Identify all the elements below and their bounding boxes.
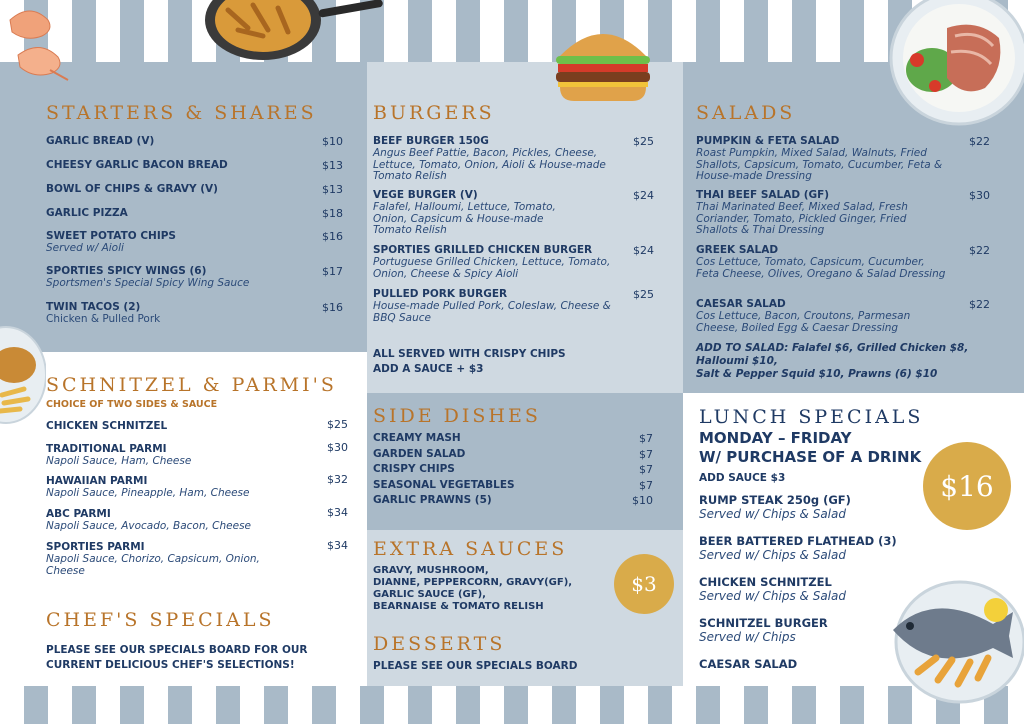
item-price: $34	[327, 539, 348, 552]
chefs-specials-text-2: CURRENT DELICIOUS CHEF'S SELECTIONS!	[46, 659, 295, 671]
lunch-item: SCHNITZEL BURGER Served w/ Chips	[699, 616, 828, 644]
item-price: $18	[322, 207, 343, 220]
item-price: $25	[633, 288, 654, 301]
desserts-text: PLEASE SEE OUR SPECIALS BOARD	[373, 660, 578, 672]
item-price: $17	[322, 265, 343, 278]
menu-item: SWEET POTATO CHIPS Served w/ Aioli	[46, 230, 176, 254]
menu-item: CHEESY GARLIC BACON BREAD	[46, 159, 228, 171]
lunch-add-sauce: ADD SAUCE $3	[699, 472, 786, 484]
desserts-title: DESSERTS	[373, 633, 506, 655]
menu-item: SPORTIES SPICY WINGS (6) Sportsmen's Special Spicy Wing Sauce	[46, 265, 250, 289]
side-price: $7	[639, 432, 653, 445]
lunch-item: CAESAR SALAD	[699, 657, 798, 671]
side-price: $7	[639, 448, 653, 461]
schnitzel-panel	[0, 352, 367, 686]
sauce-list: GRAVY, MUSHROOM, DIANNE, PEPPERCORN, GRAVY(GF), GARLIC SAUCE (GF), BEARNAISE & TOMATO RELISH	[373, 565, 573, 612]
item-price: $32	[327, 473, 348, 486]
salads-title: SALADS	[696, 102, 796, 124]
item-price: $34	[327, 506, 348, 519]
menu-item: THAI BEEF SALAD (GF) Thai Marinated Beef, Mixed Salad, Fresh Coriander, Tomato, Pickled Ginger, Fried Shallots & Thai Dressing	[696, 189, 908, 236]
top-stripe-border	[0, 0, 1024, 62]
menu-item: GREEK SALAD Cos Lettuce, Tomato, Capsicum, Cucumber, Feta Cheese, Olives, Oregano & Salad Dressing	[696, 244, 946, 280]
item-price: $30	[327, 441, 348, 454]
side-item: CREAMY MASH	[373, 432, 461, 444]
side-dishes-panel	[367, 393, 683, 530]
item-price: $22	[969, 135, 990, 148]
menu-item: CHICKEN SCHNITZEL	[46, 420, 168, 432]
prawns-illustration	[0, 0, 80, 90]
lunch-item: BEER BATTERED FLATHEAD (3) Served w/ Chips & Salad	[699, 534, 897, 562]
burgers-title: BURGERS	[373, 102, 495, 124]
menu-item: GARLIC PIZZA	[46, 207, 128, 219]
lunch-price-badge: $16	[923, 442, 1011, 530]
schnitzel-title: SCHNITZEL & PARMI'S	[46, 374, 337, 396]
side-price: $10	[632, 494, 653, 507]
menu-item: PUMPKIN & FETA SALAD Roast Pumpkin, Mixed Salad, Walnuts, Fried Shallots, Capsicum, Tomato, Cucumber, Feta & House-made Dressing	[696, 135, 943, 182]
burgers-note-sauce: ADD A SAUCE + $3	[373, 363, 484, 375]
extra-sauces-panel	[367, 530, 683, 686]
sauce-price-badge: $3	[614, 554, 674, 614]
menu-item: CAESAR SALAD Cos Lettuce, Bacon, Croutons, Parmesan Cheese, Boiled Egg & Caesar Dressing	[696, 298, 911, 334]
add-to-salad-note: ADD TO SALAD: Falafel $6, Grilled Chicken $8, Halloumi $10, Salt & Pepper Squid $10, Prawns (6) $10	[696, 342, 969, 380]
item-price: $25	[327, 418, 348, 431]
item-price: $13	[322, 159, 343, 172]
bottom-stripe-border	[0, 686, 1024, 724]
item-price: $16	[322, 230, 343, 243]
item-price: $13	[322, 183, 343, 196]
menu-item: TRADITIONAL PARMI Napoli Sauce, Ham, Cheese	[46, 443, 192, 467]
menu-item: TWIN TACOS (2) Chicken & Pulled Pork	[46, 301, 161, 325]
menu-item: BOWL OF CHIPS & GRAVY (V)	[46, 183, 218, 195]
lunch-specials-title: LUNCH SPECIALS	[699, 406, 924, 428]
side-item: SEASONAL VEGETABLES	[373, 479, 515, 491]
extra-sauces-title: EXTRA SAUCES	[373, 538, 568, 560]
menu-item: SPORTIES PARMI Napoli Sauce, Chorizo, Capsicum, Onion, Cheese	[46, 541, 260, 577]
chefs-specials-title: CHEF'S SPECIALS	[46, 609, 275, 631]
lunch-item: RUMP STEAK 250g (GF) Served w/ Chips & Salad	[699, 493, 851, 521]
item-price: $22	[969, 298, 990, 311]
item-price: $30	[969, 189, 990, 202]
side-item: GARLIC PRAWNS (5)	[373, 494, 492, 506]
item-price: $16	[322, 301, 343, 314]
item-price: $24	[633, 244, 654, 257]
starters-title: STARTERS & SHARES	[46, 102, 317, 124]
menu-item: ABC PARMI Napoli Sauce, Avocado, Bacon, Cheese	[46, 508, 252, 532]
steak-salad-illustration	[887, 0, 1024, 128]
burger-illustration	[548, 20, 658, 106]
lunch-condition: W/ PURCHASE OF A DRINK	[699, 448, 922, 466]
menu-item: HAWAIIAN PARMI Napoli Sauce, Pineapple, Ham, Cheese	[46, 475, 250, 499]
menu-item: BEEF BURGER 150G Angus Beef Pattie, Bacon, Pickles, Cheese, Lettuce, Tomato, Onion, Aioli & House-made Tomato Relish	[373, 135, 606, 182]
burgers-note-chips: ALL SERVED WITH CRISPY CHIPS	[373, 348, 566, 360]
menu-item: PULLED PORK BURGER House-made Pulled Pork, Coleslaw, Cheese & BBQ Sauce	[373, 288, 611, 324]
side-item: CRISPY CHIPS	[373, 463, 455, 475]
burgers-panel	[367, 62, 683, 393]
item-price: $24	[633, 189, 654, 202]
item-price: $25	[633, 135, 654, 148]
menu-item: SPORTIES GRILLED CHICKEN BURGER Portuguese Grilled Chicken, Lettuce, Tomato, Onion, Cheese & Spicy Aioli	[373, 244, 611, 280]
item-price: $22	[969, 244, 990, 257]
schnitzel-subtitle: CHOICE OF TWO SIDES & SAUCE	[46, 399, 218, 410]
side-item: GARDEN SALAD	[373, 448, 466, 460]
fish-chips-illustration	[888, 580, 1024, 706]
chefs-specials-text-1: PLEASE SEE OUR SPECIALS BOARD FOR OUR	[46, 644, 308, 656]
side-price: $7	[639, 479, 653, 492]
menu-item: VEGE BURGER (V) Falafel, Halloumi, Lettuce, Tomato, Onion, Capsicum & House-made Tomato Relish	[373, 189, 556, 236]
item-price: $10	[322, 135, 343, 148]
menu-item: GARLIC BREAD (V)	[46, 135, 155, 147]
side-dishes-title: SIDE DISHES	[373, 405, 541, 427]
side-price: $7	[639, 463, 653, 476]
lunch-days: MONDAY – FRIDAY	[699, 429, 852, 447]
potato-wedges-pan-illustration	[198, 0, 388, 62]
schnitzel-chips-illustration	[0, 325, 46, 425]
starters-panel	[0, 62, 367, 352]
lunch-item: CHICKEN SCHNITZEL Served w/ Chips & Salad	[699, 575, 846, 603]
